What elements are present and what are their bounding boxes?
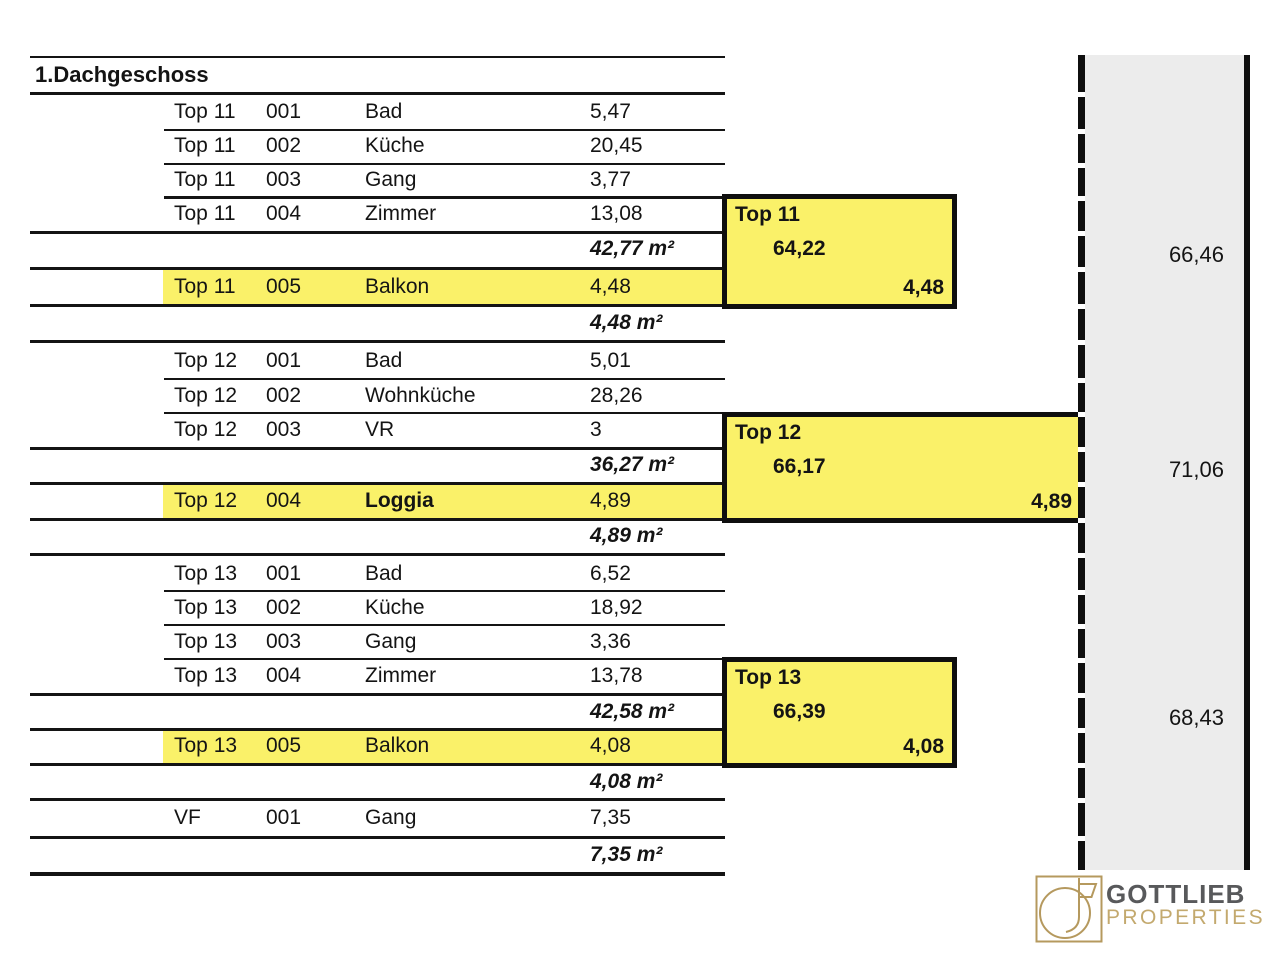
column-tick-mark [1078,693,1085,698]
column-tick-mark [1078,378,1085,383]
unit-cell: Top 13 [174,734,238,757]
area-value-cell: 28,26 [590,384,643,407]
room-name-cell: Balkon [365,734,430,757]
unit-cell: VF [174,806,201,829]
room-code-cell: 004 [266,489,302,512]
room-name-cell: Loggia [365,489,434,512]
grid-line [30,872,725,876]
area-value-cell: 20,45 [590,134,643,157]
unit-cell: Top 11 [174,275,236,298]
unit-cell: Top 11 [174,168,236,191]
room-name-cell: Wohnküche [365,384,476,407]
unit-cell: Top 13 [174,664,238,687]
logo-mark-icon [1035,875,1103,943]
area-value-cell: 6,52 [590,562,631,585]
unit-living-area: 64,22 [773,237,826,260]
room-name-cell: Zimmer [365,664,437,687]
subtotal-value: 42,77 m² [590,237,675,260]
room-code-cell: 004 [266,664,302,687]
column-tick-mark [1078,163,1085,168]
room-name-cell: Zimmer [365,202,437,225]
unit-cell: Top 12 [174,384,238,407]
room-code-cell: 003 [266,630,302,653]
logo-tagline: PROPERTIES [1106,906,1265,929]
area-value-cell: 4,89 [590,489,631,512]
unit-cell: Top 13 [174,562,238,585]
unit-cell: Top 11 [174,134,236,157]
unit-label: Top 12 [735,421,802,444]
floor-title: 1.Dachgeschoss [35,62,209,87]
area-value-cell: 3,36 [590,630,631,653]
subtotal-value: 36,27 m² [590,453,675,476]
subtotal-value: 4,48 m² [590,311,663,334]
room-code-cell: 001 [266,806,302,829]
room-name-cell: Bad [365,100,403,123]
room-name-cell: Gang [365,630,417,653]
column-tick-mark [1078,798,1085,803]
room-code-cell: 005 [266,734,302,757]
grid-line [164,163,725,165]
area-value-cell: 3,77 [590,168,631,191]
room-code-cell: 004 [266,202,302,225]
room-name-cell: Küche [365,134,425,157]
column-tick-mark [1078,196,1085,201]
unit-extra-area: 4,89 [1031,490,1072,513]
room-code-cell: 001 [266,349,302,372]
gottlieb-logo [1032,871,1267,953]
column-tick-mark [1078,553,1085,558]
unit-extra-area: 4,08 [903,735,944,758]
column-tick-mark [1078,231,1085,236]
unit-cell: Top 12 [174,349,238,372]
column-tick-mark [1078,129,1085,134]
column-tick-mark [1078,518,1085,523]
column-tick-mark [1078,447,1085,452]
area-value-cell: 4,08 [590,734,631,757]
unit-cell: Top 11 [174,100,236,123]
area-value-cell: 3 [590,418,602,441]
unit-cell: Top 12 [174,489,238,512]
room-name-cell: VR [365,418,395,441]
column-tick-mark [1078,340,1085,345]
highlight-band [163,270,722,304]
column-tick-mark [1078,658,1085,663]
unit-cell: Top 13 [174,596,238,619]
unit-living-area: 66,17 [773,455,826,478]
column-tick-mark [1078,728,1085,733]
room-name-cell: Gang [365,806,417,829]
room-name-cell: Bad [365,349,403,372]
column-tick-mark [1078,482,1085,487]
area-value-cell: 5,01 [590,349,631,372]
room-code-cell: 001 [266,100,302,123]
column-tick-mark [1078,590,1085,595]
column-tick-mark [1078,836,1085,841]
logo-company-name: GOTTLIEB [1106,879,1246,909]
area-value-cell: 13,78 [590,664,643,687]
room-code-cell: 002 [266,134,302,157]
unit-label: Top 11 [735,203,800,226]
room-code-cell: 002 [266,384,302,407]
unit-summary-box-top12 [722,412,1085,523]
unit-extra-area: 4,48 [903,276,944,299]
room-name-cell: Balkon [365,275,430,298]
column-tick-mark [1078,304,1085,309]
unit-summary-box-top11 [722,194,957,309]
room-code-cell: 003 [266,418,302,441]
subtotal-value: 4,08 m² [590,770,663,793]
unit-total-value: 68,43 [1168,705,1224,730]
highlight-band [163,485,722,518]
grid-line [30,553,725,556]
column-tick-mark [1078,92,1085,97]
total-column [1078,55,1250,870]
area-value-cell: 18,92 [590,596,643,619]
area-value-cell: 7,35 [590,806,631,829]
column-tick-mark [1078,267,1085,272]
room-code-cell: 005 [266,275,302,298]
unit-living-area: 66,39 [773,700,826,723]
unit-total-value: 66,46 [1168,242,1224,267]
area-value-cell: 4,48 [590,275,631,298]
subtotal-value: 7,35 m² [590,843,663,866]
room-code-cell: 003 [266,168,302,191]
column-tick-mark [1078,763,1085,768]
column-tick-mark [1078,412,1085,417]
unit-cell: Top 12 [174,418,238,441]
area-value-cell: 13,08 [590,202,643,225]
unit-cell: Top 11 [174,202,236,225]
unit-cell: Top 13 [174,630,238,653]
subtotal-value: 42,58 m² [590,700,675,723]
area-value-cell: 5,47 [590,100,631,123]
column-tick-mark [1078,624,1085,629]
unit-summary-box-top13 [722,657,957,768]
subtotal-value: 4,89 m² [590,524,663,547]
room-code-cell: 002 [266,596,302,619]
room-code-cell: 001 [266,562,302,585]
unit-total-value: 71,06 [1168,457,1224,482]
room-name-cell: Bad [365,562,403,585]
grid-line [30,340,725,343]
room-name-cell: Küche [365,596,425,619]
room-name-cell: Gang [365,168,417,191]
highlight-band [163,731,722,763]
unit-label: Top 13 [735,666,802,689]
